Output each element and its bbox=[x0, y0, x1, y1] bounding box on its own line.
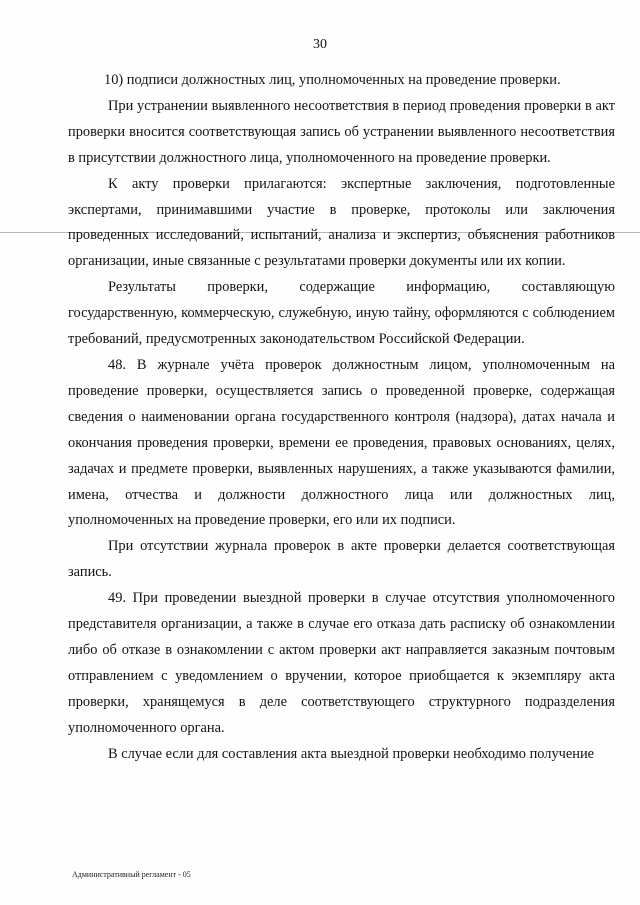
paragraph-continued: В случае если для составления акта выездной проверки необходимо получение bbox=[108, 745, 595, 762]
paragraph-48: 48. В журнале учёта проверок должностным лицом, уполномоченным на проведение проверки, осуществляется запись о проведенной проверке, содержащая сведения о наименовании органа государственного контроля (надзора), датах начала и окончания проведения проверки, времени ее проведения, правовых основаниях, целях, задачах и предмете проверки, выявленных нарушениях, а также указываются фамилии, имена, отчества и должности должностного лица или должностных лиц, уполномоченных на проведение проверки, его или их подписи. bbox=[68, 356, 615, 529]
footer-label: Административный регламент - 05 bbox=[72, 870, 191, 879]
paragraph-no-journal: При отсутствии журнала проверок в акте проверки делается соответствующая запись. bbox=[68, 538, 615, 581]
page-number: 30 bbox=[313, 37, 327, 52]
paragraph-attachments: К акту проверки прилагаются: экспертные заключения, подготовленные экспертами, принимавшими участие в проверке, протоколы или заключения проведенных исследований, испытаний, анализа и экспертиз, объяснения работников организации, иные связанные с результатами проверки документы или их копии. bbox=[68, 175, 615, 270]
paragraph-item-10: 10) подписи должностных лиц, уполномоченных на проведение проверки. bbox=[104, 72, 561, 88]
paragraph-49: 49. При проведении выездной проверки в случае отсутствия уполномоченного представителя организации, а также в случае его отказа дать расписку об ознакомлении либо об отказе в ознакомлении с актом проверки акт направляется заказным почтовым отправлением с уведомлением о вручении, которое приобщается к экземпляру акта проверки, хранящемуся в деле соответствующего структурного подразделения уполномоченного органа. bbox=[68, 590, 615, 736]
paragraph-secret-results: Результаты проверки, содержащие информацию, составляющую государственную, коммерческую, служебную, иную тайну, оформляются с соблюдением требований, предусмотренных законодательством Российской Федерации. bbox=[68, 279, 615, 348]
document-body bbox=[68, 68, 615, 767]
paragraph-nonconformity-fix: При устранении выявленного несоответствия в период проведения проверки в акт проверки вносится соответствующая запись об устранении выявленного несоответствия в присутствии должностного лица, уполномоченного на проведение проверки. bbox=[68, 97, 615, 166]
